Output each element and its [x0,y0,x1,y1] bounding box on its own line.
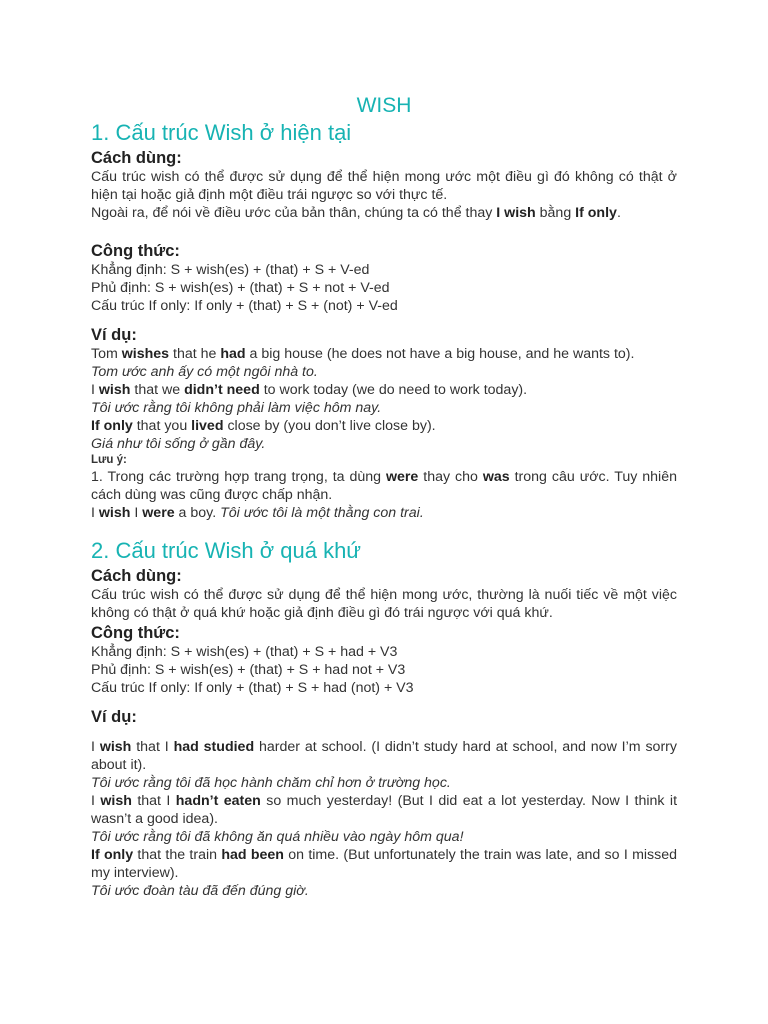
s1-usage-label: Cách dùng: [91,149,182,167]
s1-formula-label: Công thức: [91,242,180,260]
s1-usage-text: Cấu trúc wish có thể được sử dụng để thể hiện mong ước một điều gì đó không có thật ở hiện tại hoặc giả định một điều trái ngược so với thực tế. [91,169,677,203]
s2-formula-label: Công thức: [91,624,180,642]
s2-usage-text: Cấu trúc wish có thể được sử dụng để thể hiện mong ước, thường là nuối tiếc về một việc không có thật ở quá khứ hoặc giả định điều gì đó trái ngược với quá khứ. [91,587,677,621]
document-content [91,93,677,900]
s1-example-1: Tom wishes that he had a big house (he does not have a big house, and he wants to). [91,346,635,362]
s1-note-label: Lưu ý: [91,454,127,466]
s2-example-label: Ví dụ: [91,708,137,726]
s1-example-3: If only that you lived close by (you don’t live close by). [91,418,436,434]
s2-formula-if-only: Cấu trúc If only: If only + (that) + S + had (not) + V3 [91,680,414,696]
s1-alt-text: Ngoài ra, để nói về điều ước của bản thân, chúng ta có thể thay I wish bằng If only. [91,205,621,221]
section-2-heading: 2. Cấu trúc Wish ở quá khứ [91,538,362,563]
s2-example-3-translation: Tôi ước đoàn tàu đã đến đúng giờ. [91,883,309,899]
s1-note-example: I wish I were a boy. Tôi ước tôi là một thằng con trai. [91,505,424,521]
s2-usage-label: Cách dùng: [91,567,182,585]
s1-example-3-translation: Giá như tôi sống ở gần đây. [91,436,266,452]
section-1-heading: 1. Cấu trúc Wish ở hiện tại [91,120,352,145]
s1-formula-if-only: Cấu trúc If only: If only + (that) + S + (not) + V-ed [91,298,398,314]
s2-formula-negative: Phủ định: S + wish(es) + (that) + S + had not + V3 [91,662,406,678]
s1-note-text: 1. Trong các trường hợp trang trọng, ta dùng were thay cho was trong câu ước. Tuy nhiên cách dùng was cũng được chấp nhận. [91,469,677,503]
document-title: WISH [356,94,412,117]
s2-example-1: I wish that I had studied harder at school. (I didn’t study hard at school, and now I’m sorry about it). [91,739,677,773]
s2-example-2: I wish that I hadn’t eaten so much yesterday! (But I did eat a lot yesterday. Now I think it wasn’t a good idea). [91,793,678,827]
s1-example-2-translation: Tôi ước rằng tôi không phải làm việc hôm nay. [91,400,382,416]
s1-example-label: Ví dụ: [91,326,137,344]
s1-example-2: I wish that we didn’t need to work today (we do need to work today). [91,382,528,398]
s1-example-1-translation: Tom ước anh ấy có một ngôi nhà to. [91,364,318,380]
s2-example-2-translation: Tôi ước rằng tôi đã không ăn quá nhiều vào ngày hôm qua! [91,829,464,845]
s2-formula-affirmative: Khẳng định: S + wish(es) + (that) + S + had + V3 [91,644,398,660]
s1-formula-affirmative: Khẳng định: S + wish(es) + (that) + S + V-ed [91,262,370,278]
s2-example-3: If only that the train had been on time. (But unfortunately the train was late, and so I missed my interview). [91,847,678,881]
s2-example-1-translation: Tôi ước rằng tôi đã học hành chăm chỉ hơn ở trường học. [91,775,451,791]
s1-formula-negative: Phủ định: S + wish(es) + (that) + S + not + V-ed [91,280,390,296]
